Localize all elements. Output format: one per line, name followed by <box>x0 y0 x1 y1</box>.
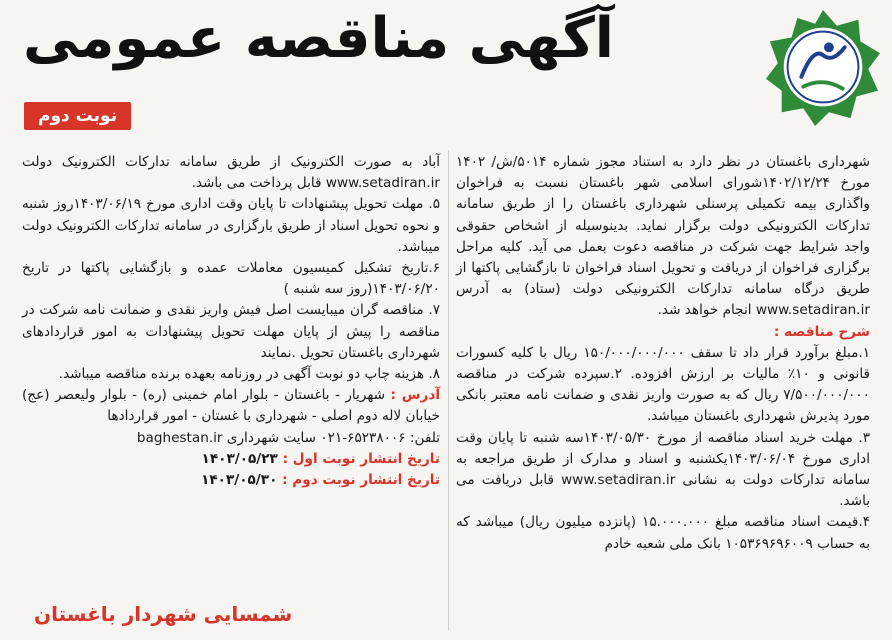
term-item-7: ۷. مناقصه گران میبایست اصل فیش واریز نقدی و ضمانت نامه شرکت در مناقصه را پیش از پایان مهلت تحویل پیشنهادات به امور قراردادهای شهرداری باغستان تحویل .نمایند <box>22 302 440 361</box>
municipality-logo <box>764 8 882 126</box>
publish-second-label: تاریخ انتشار نوبت دوم : <box>282 472 440 489</box>
left-column <box>22 152 440 491</box>
address-label: آدرس : <box>390 387 440 404</box>
right-column <box>456 152 870 555</box>
page-title: آگهی مناقصه عمومی <box>23 6 614 71</box>
term-item-8: ۸. هزینه چاپ دو نوبت آگهی در روزنامه بعهده برنده مناقصه میباشد. <box>58 366 440 383</box>
intro-paragraph: شهرداری باغستان در نظر دارد به استناد مجوز شماره ۵۰۱۴/ش/ ۱۴۰۲ مورخ ۱۴۰۲/۱۲/۲۴شورای اسلامی شهر باغستان نسبت به فراخوان واگذاری بیمه تکمیلی پرسنلی شهرداری باغستان را از طریق سامانه تدارکات الکترونیکی دولت برگزار نماید. بدینوسیله از اشخاص حقوقی واجد شرایط جهت شرکت در مناقصه دعوت بعمل می آید. کلیه مراحل برگزاری فراخوان از دریافت و تحویل اسناد فراخوان تا بازگشایی پاکتها از طریق درگاه سامانه تدارکات الکترونیکی دولت (ستاد) به آدرس www.setadiran.ir انجام خواهد شد. <box>456 154 870 319</box>
item-4-continuation: آباد به صورت الکترونیک از طریق سامانه تدارکات الکترونیک دولت www.setadiran.ir قابل پرداخت می باشد. <box>22 154 440 192</box>
term-item-3: ۳. مهلت خرید اسناد مناقصه از مورخ ۱۴۰۳/۰۵/۳۰سه شنبه تا پایان وقت اداری مورخ ۱۴۰۳/۰۶/۰۴یکشنبه و اسناد و مدارک از طریق مراجعه به سامانه تدارکات دولت به نشانی www.setadiran.ir قابل دریافت می باشد. <box>456 429 870 510</box>
column-divider <box>448 150 449 630</box>
mayor-signature: شمسایی شهردار باغستان <box>34 602 293 626</box>
term-item-5: ۵. مهلت تحویل پیشنهادات تا پایان وقت اداری مورخ ۱۴۰۳/۰۶/۱۹روز شنبه و نحوه تحویل اسناد از طریق بارگزاری در سامانه تدارکات الکترونیک دولت میباشد. <box>22 196 440 255</box>
logo-emblem-icon <box>764 8 882 126</box>
address-block <box>22 385 440 427</box>
address-text: شهریار - باغستان - بلوار امام خمینی (ره) - بلوار ولیعصر (عج) خیابان لاله دوم اصلی - شهرداری با غستان - امور قراردادها <box>22 387 440 425</box>
phone-line: تلفن: ۶۵۲۳۸۰۰۶-۰۲۱ سایت شهرداری baghestan.ir <box>136 429 440 446</box>
terms-heading: شرح مناقصه : <box>773 323 870 340</box>
publish-first-date: ۱۴۰۳/۰۵/۲۳ <box>201 450 278 467</box>
publish-date-first <box>22 449 440 470</box>
publish-date-second <box>22 470 440 491</box>
round-badge: نوبت دوم <box>24 102 131 130</box>
term-item-6: ۶.تاریخ تشکیل کمیسیون معاملات عمده و بازگشایی پاکتها در تاریخ ۱۴۰۳/۰۶/۲۰(روز سه شنبه ) <box>22 260 440 298</box>
term-item-4: ۴.قیمت اسناد مناقصه مبلغ ۱۵.۰۰۰.۰۰۰ (پانزده میلیون ریال) میباشد که به حساب ۱۰۵۳۶۹۶۹۶۰۰۹ بانک ملی شعبه خادم <box>456 514 870 552</box>
publish-first-label: تاریخ انتشار نوبت اول : <box>282 450 440 467</box>
publish-second-date: ۱۴۰۳/۰۵/۳۰ <box>201 472 278 489</box>
term-item-1: ۱.مبلغ برآورد قرار داد تا سقف ۱۵۰/۰۰۰/۰۰۰/۰۰۰ ریال با کلیه کسورات قانونی و ۱۰٪ مالیات بر ارزش افزوده. ۲.سپرده شرکت در مناقصه ۷/۵۰۰/۰۰۰/۰۰۰ ریال که به صورت واریز نقدی و ضمانت نامه معتبر بانکی مورد پذیرش شهرداری باغستان میباشد. <box>456 344 870 425</box>
